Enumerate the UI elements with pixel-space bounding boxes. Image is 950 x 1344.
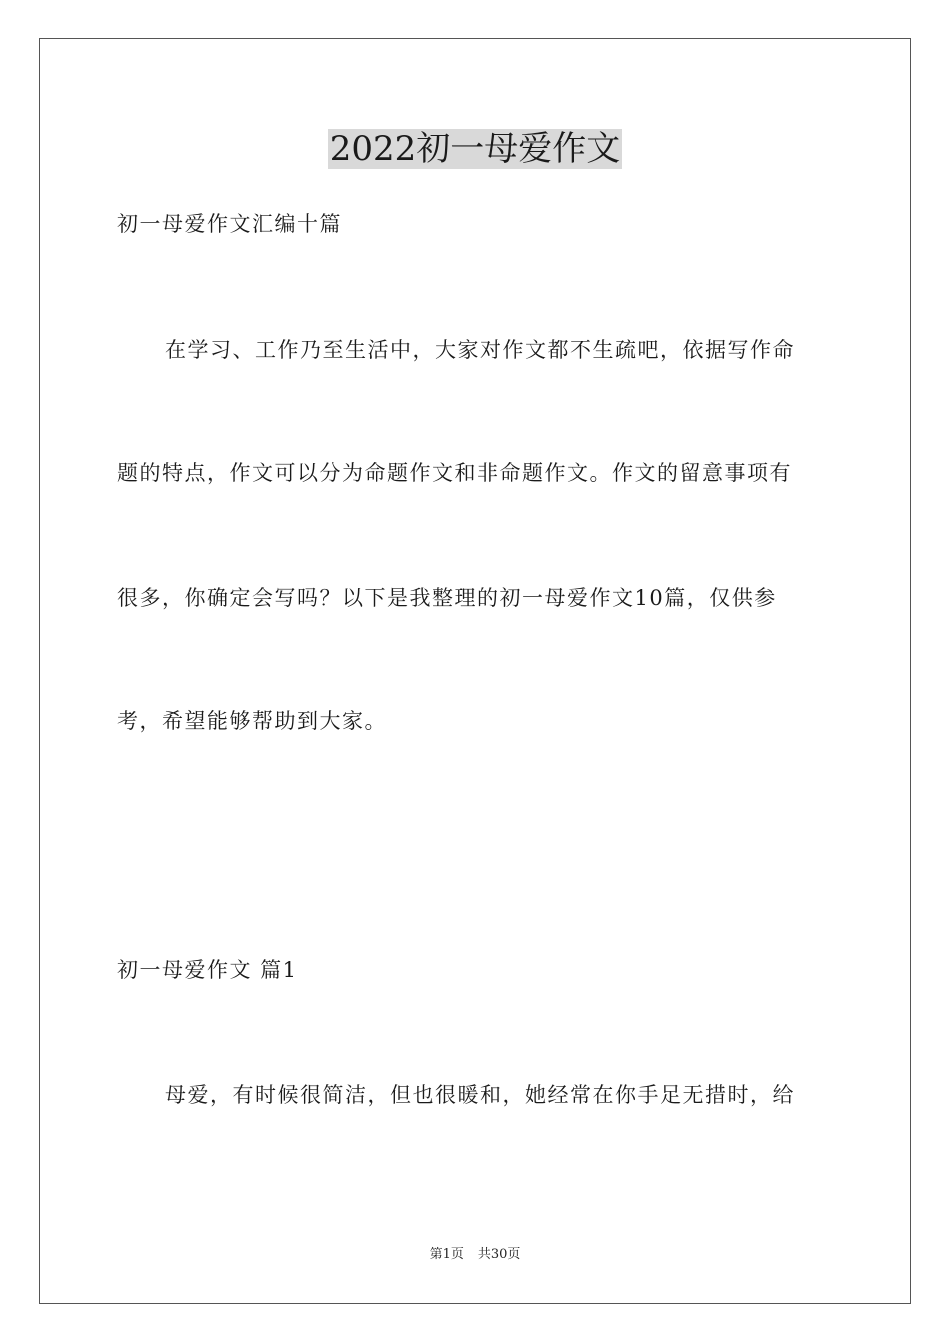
intro-paragraph-line: 很多，你确定会写吗？以下是我整理的初一母爱作文10篇，仅供参 xyxy=(117,586,777,610)
page-total: 共30页 xyxy=(477,1247,521,1262)
section-paragraph-line: 母爱，有时候很简洁，但也很暖和，她经常在你手足无措时，给 xyxy=(165,1083,795,1107)
document-title-text: 2022初一母爱作文 xyxy=(329,129,621,169)
document-title xyxy=(0,128,950,170)
page-footer xyxy=(0,1246,950,1264)
page-number: 第1页 xyxy=(429,1247,464,1262)
intro-paragraph-line: 题的特点，作文可以分为命题作文和非命题作文。作文的留意事项有 xyxy=(117,461,792,485)
intro-paragraph-line: 考，希望能够帮助到大家。 xyxy=(117,709,387,733)
intro-paragraph-line: 在学习、工作乃至生活中，大家对作文都不生疏吧，依据写作命 xyxy=(165,338,795,362)
section-heading: 初一母爱作文 篇1 xyxy=(117,958,298,982)
document-subtitle: 初一母爱作文汇编十篇 xyxy=(117,212,342,236)
